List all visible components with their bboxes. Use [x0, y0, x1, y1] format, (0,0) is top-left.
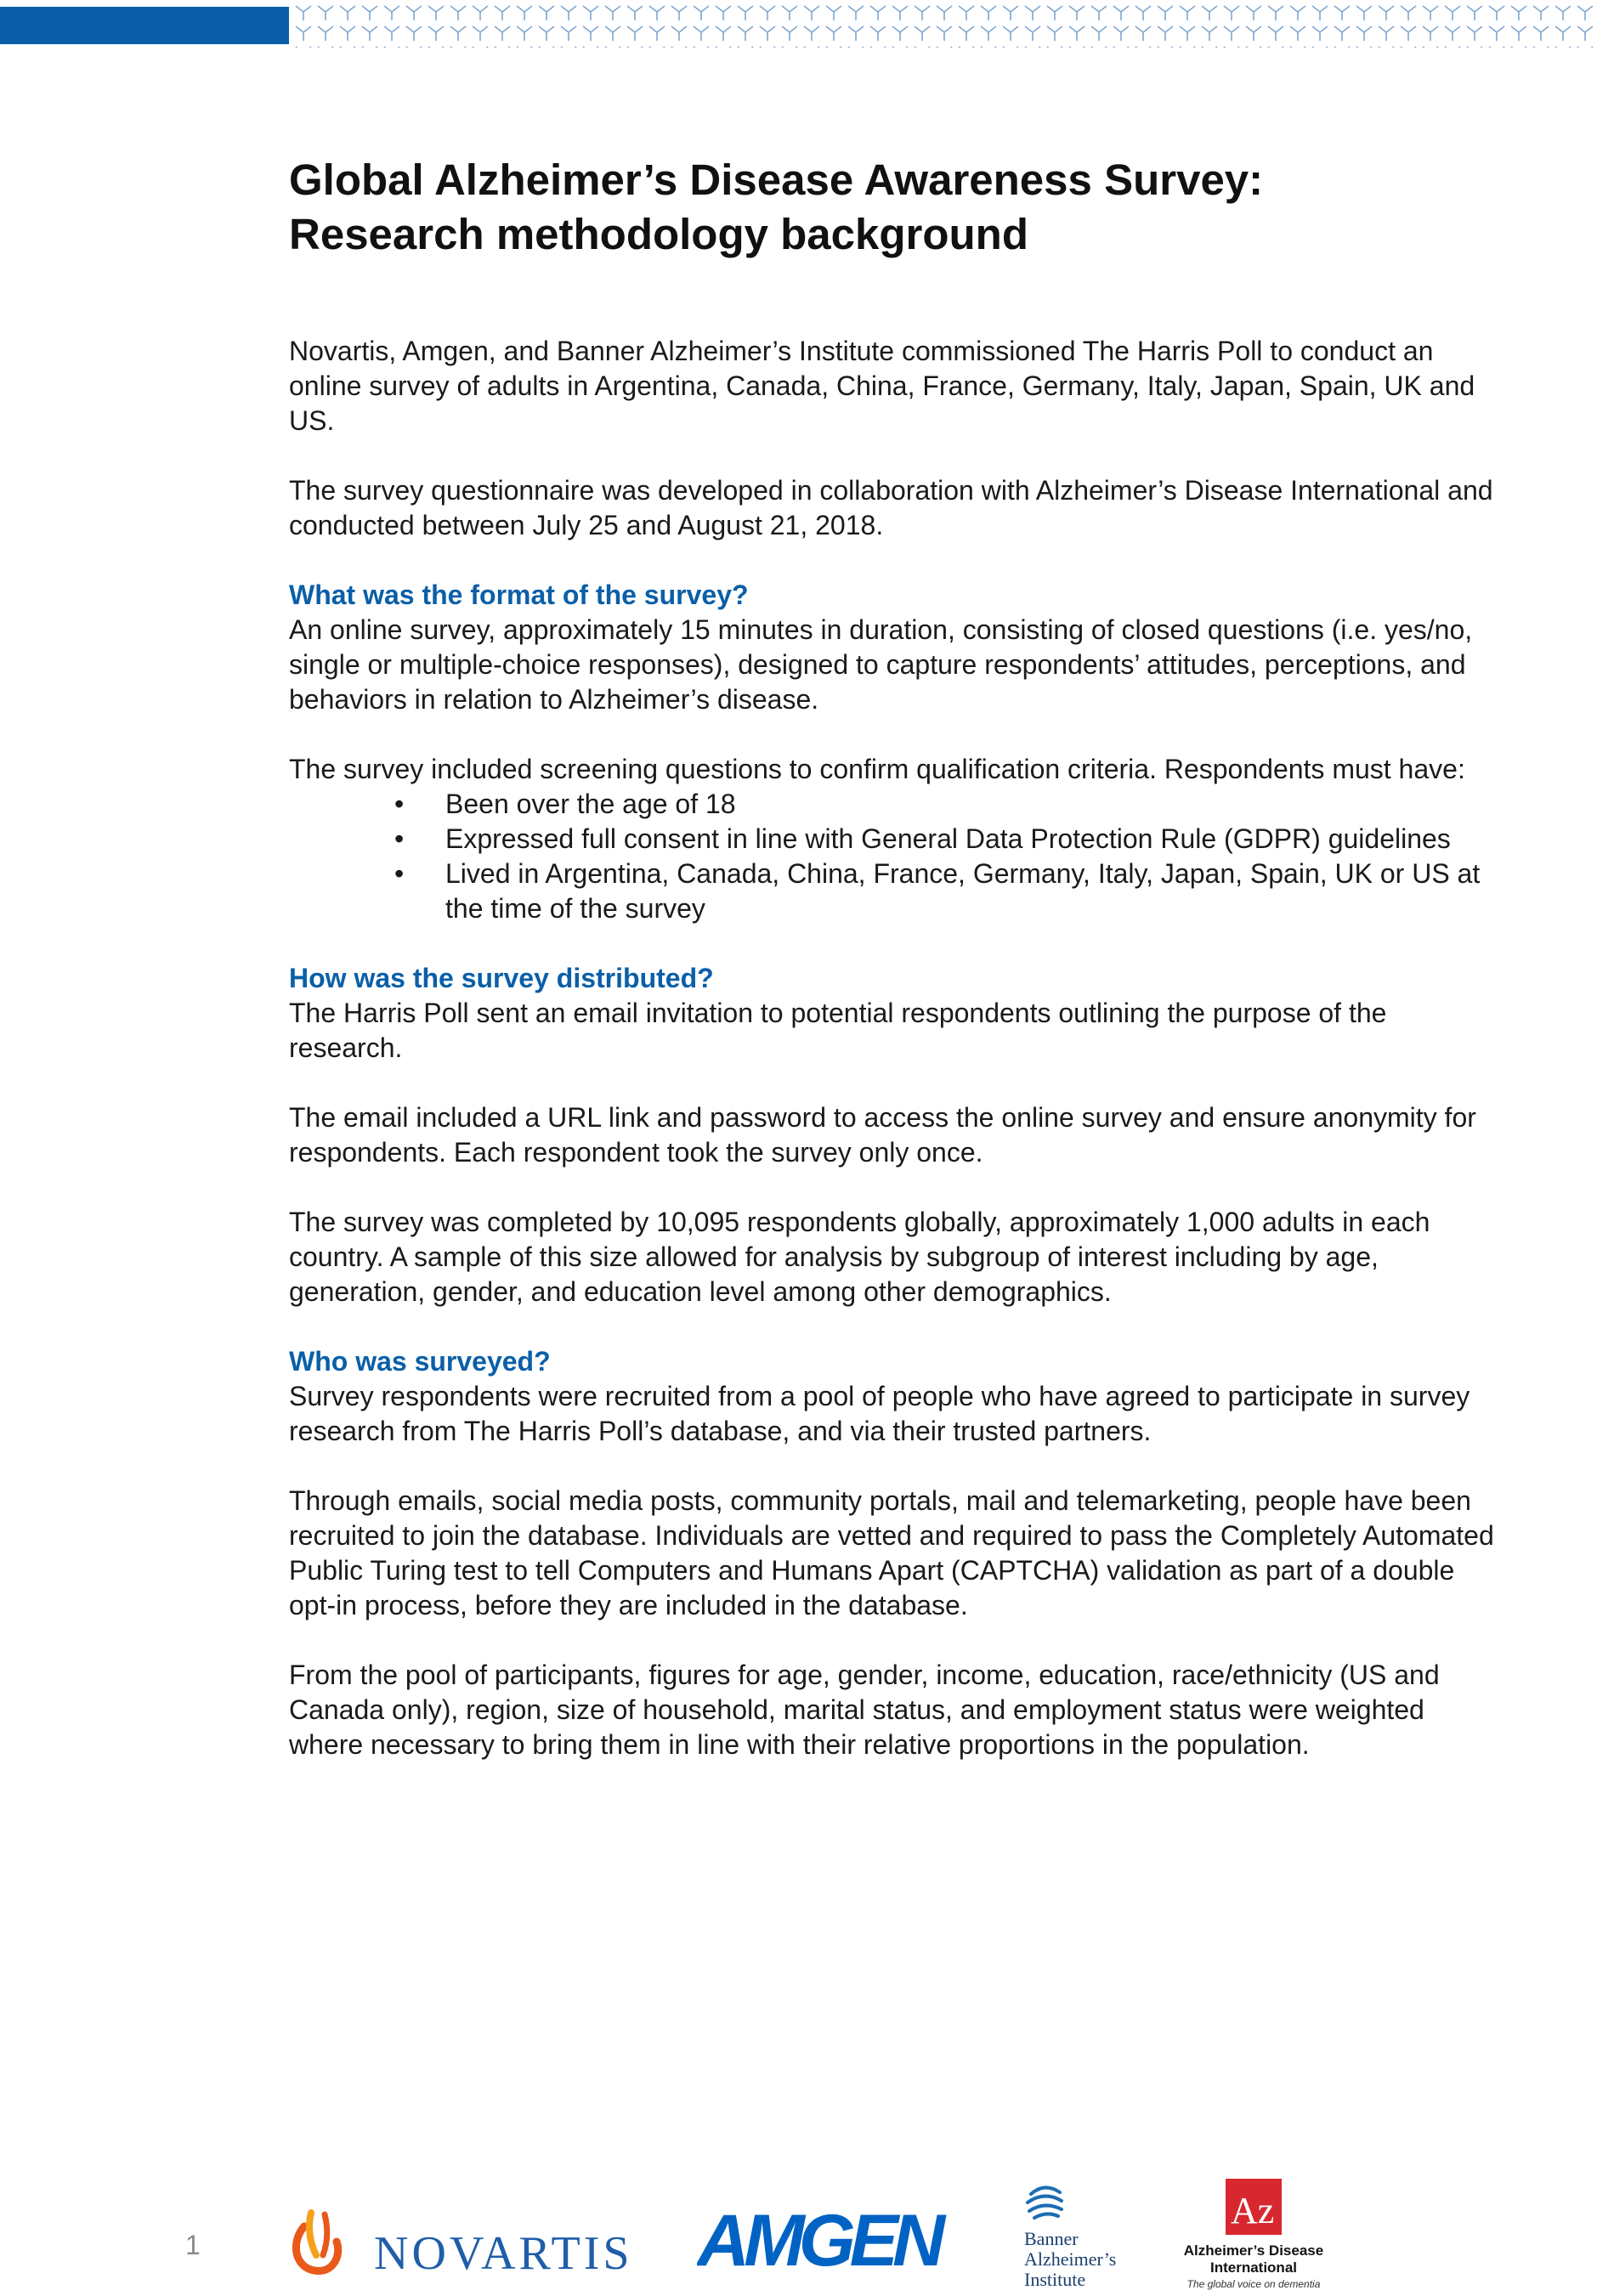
- title-line-1: Global Alzheimer’s Disease Awareness Survey:: [289, 156, 1264, 204]
- section-heading-surveyed: Who was surveyed?: [289, 1346, 551, 1377]
- svg-text:Alzheimer’s: Alzheimer’s: [1024, 2248, 1117, 2270]
- criteria-item-text: Been over the age of 18: [445, 789, 736, 819]
- surveyed-paragraph-2: Through emails, social media posts, community portals, mail and telemarketing, people have been recruited to join the database. Individuals are vetted and required to pass the Completely Automated Public Turing test to tell Computers and Humans Apart (CAPTCHA) validation as part of a double opt-in process, before they are included in the database.: [289, 1485, 1494, 1620]
- footer: [0, 2167, 1597, 2294]
- format-paragraph-1: An online survey, approximately 15 minutes in duration, consisting of closed questions (i.e. yes/no, single or multiple-choice responses), designed to capture respondents’ attitudes, perceptions, and behaviors in relation to Alzheimer’s disease.: [289, 614, 1473, 715]
- title-line-2: Research methodology background: [289, 210, 1028, 258]
- novartis-wordmark: NOVARTIS: [374, 2227, 633, 2280]
- bullet-icon: •: [394, 858, 405, 889]
- section-heading-distribution: How was the survey distributed?: [289, 963, 714, 993]
- page-title: [289, 153, 1496, 262]
- svg-text:Banner: Banner: [1024, 2228, 1079, 2249]
- header-color-bar: [0, 7, 289, 44]
- title-block: [289, 153, 1496, 262]
- document-body: [289, 334, 1496, 1762]
- adi-logo: [1173, 2175, 1343, 2294]
- distribution-paragraph-1: The Harris Poll sent an email invitation to potential respondents outlining the purpose of the research.: [289, 998, 1387, 1063]
- svg-text:The global voice on dementia: The global voice on dementia: [1186, 2278, 1321, 2290]
- novartis-logo: [286, 2208, 668, 2281]
- banner-institute-logo: [1024, 2177, 1135, 2296]
- distribution-paragraph-2: The email included a URL link and password to access the online survey and ensure anonymity for respondents. Each respondent took the survey only once.: [289, 1102, 1476, 1168]
- intro-paragraph-1: Novartis, Amgen, and Banner Alzheimer’s Institute commissioned The Harris Poll to conduct an online survey of adults in Argentina, Canada, China, France, Germany, Italy, Japan, Spain, UK and US.: [289, 336, 1475, 436]
- criteria-item: [289, 787, 1496, 822]
- criteria-item: [289, 857, 1496, 926]
- svg-text:International: International: [1209, 2259, 1298, 2276]
- amgen-wordmark: AMGEN: [697, 2200, 940, 2281]
- svg-text:Alzheimer’s Disease: Alzheimer’s Disease: [1183, 2242, 1324, 2259]
- bullet-icon: •: [394, 789, 405, 819]
- criteria-item-text: Expressed full consent in line with General Data Protection Rule (GDPR) guidelines: [445, 823, 1451, 854]
- distribution-paragraph-3: The survey was completed by 10,095 respondents globally, approximately 1,000 adults in each country. A sample of this size allowed for analysis by subgroup of interest including by age, generation, gender, and education level among other demographics.: [289, 1207, 1430, 1307]
- format-paragraph-2: The survey included screening questions to confirm qualification criteria. Respondents must have:: [289, 754, 1465, 784]
- criteria-item-text: Lived in Argentina, Canada, China, France, Germany, Italy, Japan, Spain, UK or US at the time of the survey: [445, 858, 1481, 924]
- page-number: 1: [185, 2230, 201, 2260]
- svg-text:Az: Az: [1231, 2190, 1275, 2231]
- surveyed-paragraph-3: From the pool of participants, figures for age, gender, income, education, race/ethnicity (US and Canada only), region, size of household, marital status, and employment status were weighted where necessary to bring them in line with their relative proportions in the population.: [289, 1660, 1440, 1760]
- header-pattern-graphic: [292, 3, 1597, 48]
- surveyed-paragraph-1: Survey respondents were recruited from a pool of people who have agreed to participate in survey research from The Harris Poll’s database, and via their trusted partners.: [289, 1381, 1470, 1446]
- header-pattern: [292, 3, 1597, 48]
- bullet-icon: •: [394, 823, 405, 854]
- amgen-logo: [697, 2196, 952, 2281]
- svg-text:Institute: Institute: [1024, 2269, 1086, 2290]
- section-heading-format: What was the format of the survey?: [289, 580, 749, 610]
- intro-paragraph-2: The survey questionnaire was developed in collaboration with Alzheimer’s Disease International and conducted between July 25 and August 21, 2018.: [289, 475, 1493, 540]
- criteria-item: [289, 822, 1496, 857]
- criteria-list: [289, 787, 1496, 926]
